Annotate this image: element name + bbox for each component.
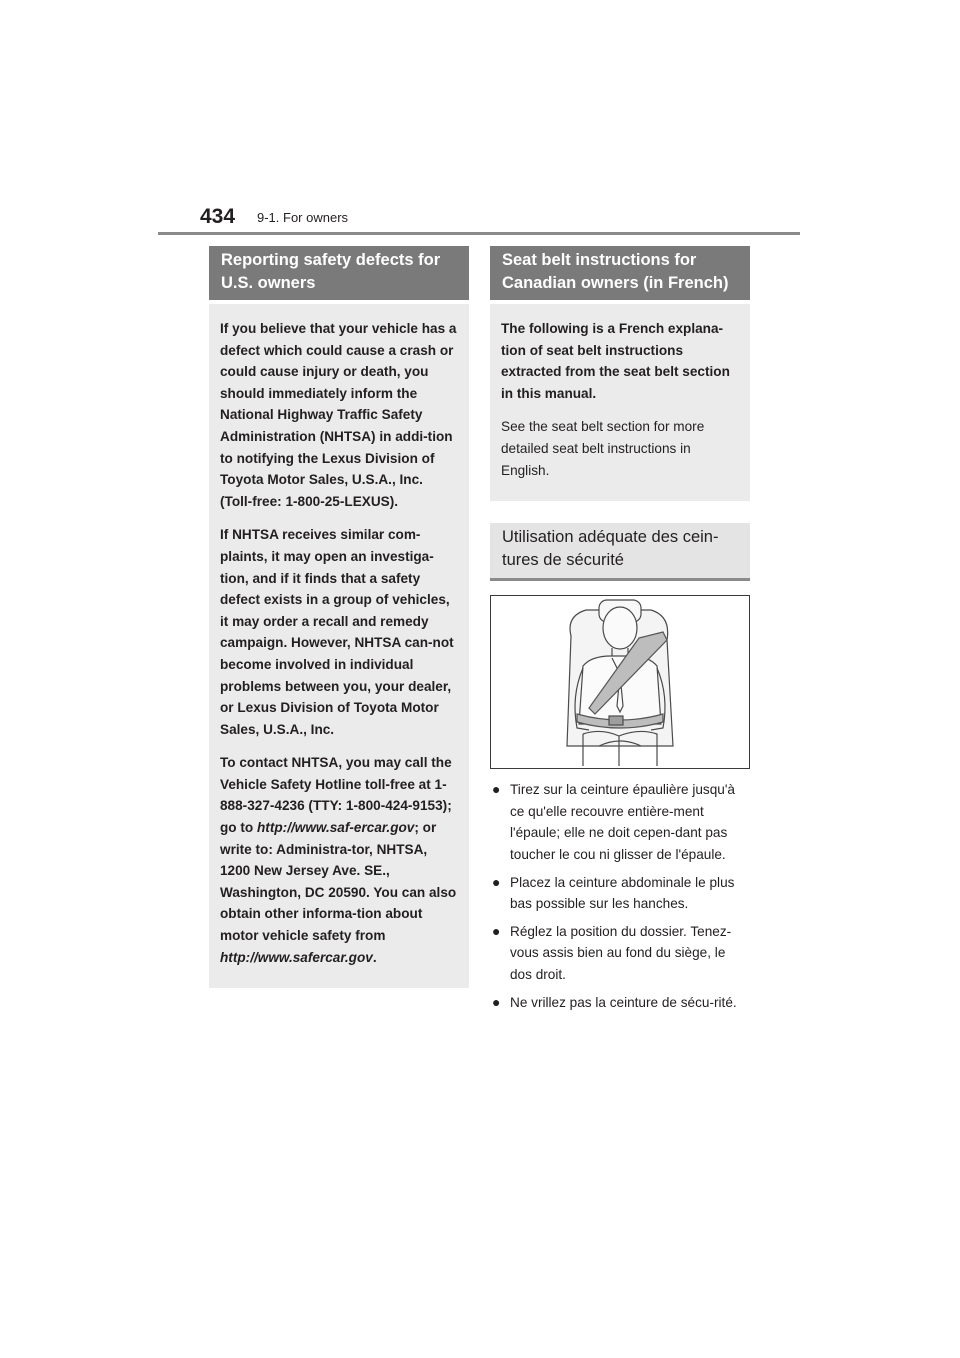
intro-paragraph-2: See the seat belt section for more detailed seat belt instructions in English. xyxy=(501,419,705,478)
bullet-icon: ● xyxy=(492,993,501,1010)
bullet-icon: ● xyxy=(492,873,501,890)
page-number: 434 xyxy=(200,205,236,228)
reporting-paragraph-3: To contact NHTSA, you may call the Vehicle Safety Hotline toll-free at 1-888-327-4236 (TTY: 1-800-424-9153); go to http://www.saf-ercar.gov; or write to: Administra-tor, NHTSA, 1200 New Jersey Ave. SE., Washington, DC 20590. You can also obtain other informa-tion about motor vehicle safety from http://www.safercar.gov. xyxy=(220,755,457,965)
reporting-paragraph-1: If you believe that your vehicle has a defect which could cause a crash or could cause injury or death, you should immediately inform the National Highway Traffic Safety Administration (NHTSA) in addi-tion to notifying the Lexus Division of Toyota Motor Sales, U.S.A., Inc. (Toll-free: 1-800-25-LEXUS). xyxy=(220,321,457,509)
section-title: 9-1. For owners xyxy=(257,210,349,225)
seat-belt-illustration xyxy=(490,595,750,769)
heading-utilisation: Utilisation adéquate des cein-tures de sécurité xyxy=(490,523,750,581)
intro-paragraph-1: The following is a French explana-tion of seat belt instructions extracted from the seat belt section in this manual. xyxy=(501,321,730,401)
list-item: ● Placez la ceinture abdominale le plus bas possible sur les hanches. xyxy=(492,873,735,912)
list-item: ● Ne vrillez pas la ceinture de sécu-rité. xyxy=(490,992,750,1014)
list-item: ● Tirez sur la ceinture épaulière jusqu'à ce qu'elle recouvre entière-ment l'épaule; elle ne doit cepen-dant pas toucher le cou ni glisser de l'épaule. xyxy=(492,781,735,862)
seated-person-drawing xyxy=(491,596,749,768)
reporting-paragraph-2: If NHTSA receives similar com-plaints, it may open an investiga-tion, and if it finds that a safety defect exists in a group of vehicles, it may order a recall and remedy campaign. However, NHTSA can-not become involved in individual problems between you, your dealer, or Lexus Division of Toyota Motor Sales, U.S.A., Inc. xyxy=(220,527,454,737)
seat-belt-intro-box xyxy=(490,304,750,501)
left-column xyxy=(209,246,469,988)
nhtsa-link[interactable]: http://www.saf-ercar.gov xyxy=(257,820,415,836)
heading-seat-belt-french: Seat belt instructions for Canadian owners (in French) xyxy=(490,246,750,300)
heading-reporting-defects: Reporting safety defects for U.S. owners xyxy=(209,246,469,300)
header-rule xyxy=(158,232,800,235)
reporting-defects-box xyxy=(209,304,469,988)
bullet-icon: ● xyxy=(492,781,501,798)
right-column xyxy=(490,246,750,1019)
bullet-icon: ● xyxy=(492,922,501,939)
list-item: ● Réglez la position du dossier. Tenez-vous assis bien au fond du siège, le dos droit. xyxy=(492,922,732,982)
safercar-link[interactable]: http://www.safercar.gov xyxy=(220,949,373,965)
seat-belt-bullet-list xyxy=(490,779,750,1013)
